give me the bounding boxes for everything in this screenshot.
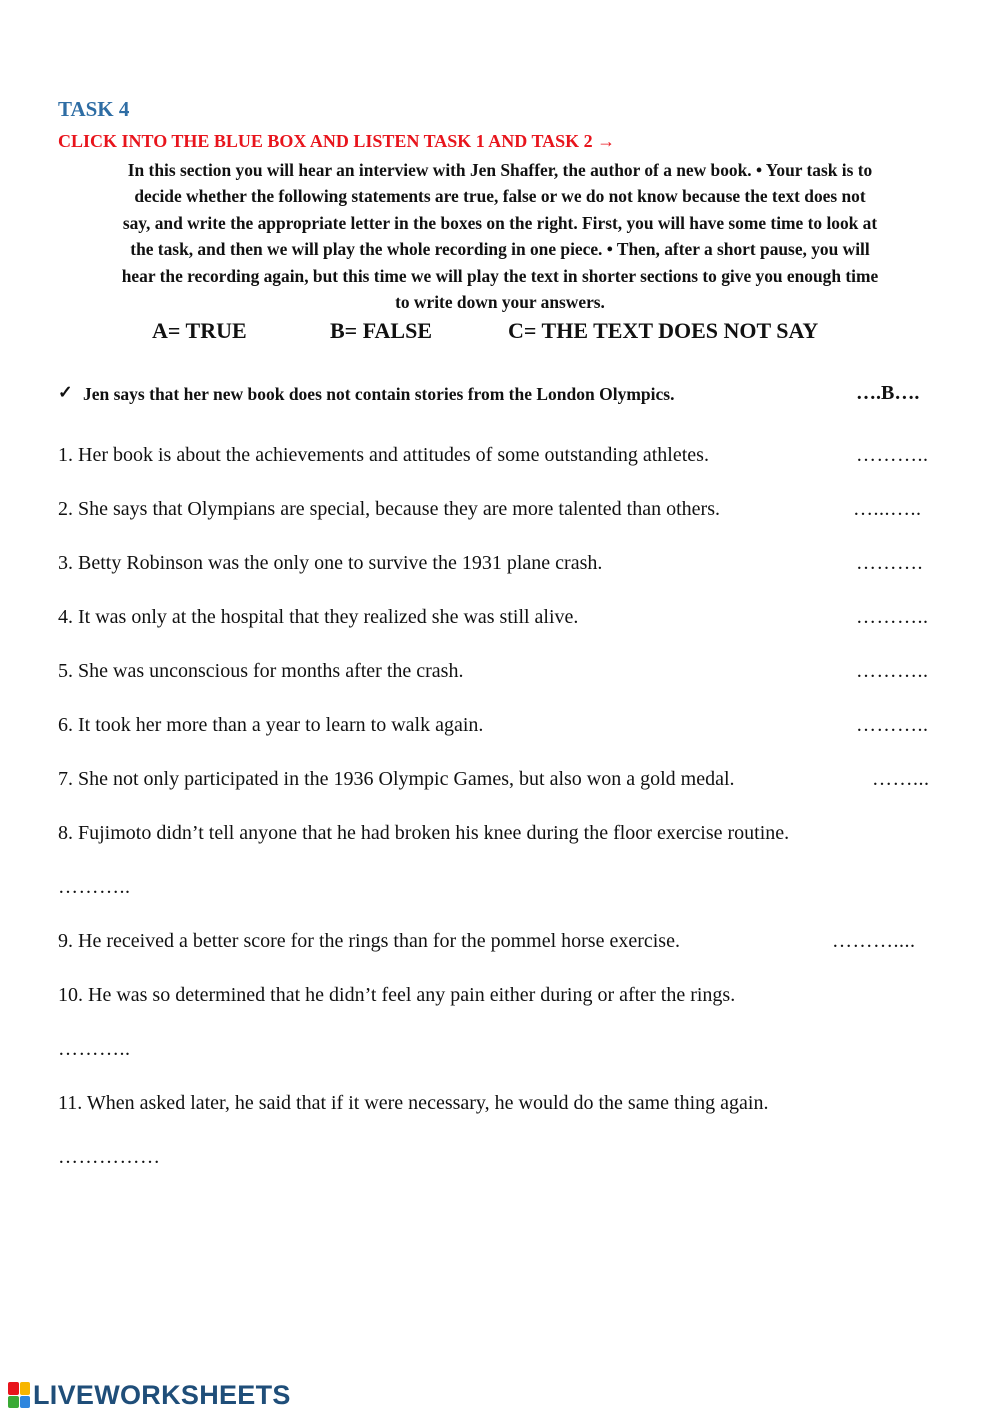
question-6: 6. It took her more than a year to learn to walk again. bbox=[58, 714, 484, 736]
intro-line: say, and write the appropriate letter in the boxes on the right. First, you will have some time to look at bbox=[122, 212, 878, 233]
intro-line: the task, and then we will play the whole recording in one piece. • Then, after a short pause, you will bbox=[130, 239, 870, 260]
question-11: 11. When asked later, he said that if it were necessary, he would do the same thing again. bbox=[58, 1092, 769, 1114]
answer-box-8[interactable]: ……….. bbox=[58, 876, 131, 898]
answer-box-10[interactable]: ……….. bbox=[58, 1038, 131, 1060]
answer-box-3[interactable]: ………. bbox=[856, 552, 923, 574]
logo-text: LIVEWORKSHEETS bbox=[33, 1379, 291, 1410]
question-8: 8. Fujimoto didn’t tell anyone that he had broken his knee during the floor exercise routine. bbox=[58, 822, 790, 844]
checkmark-icon: ✓ bbox=[58, 382, 73, 402]
intro-line: decide whether the following statements are true, false or we do not know because the text does not bbox=[134, 186, 866, 207]
example-row bbox=[58, 382, 948, 408]
answer-box-2[interactable]: …...….. bbox=[853, 498, 922, 520]
question-5: 5. She was unconscious for months after the crash. bbox=[58, 660, 464, 682]
legend-true: A= TRUE bbox=[152, 318, 247, 343]
intro-line: to write down your answers. bbox=[395, 292, 605, 313]
listening-instruction: CLICK INTO THE BLUE BOX AND LISTEN TASK 1 AND TASK 2 → bbox=[58, 131, 616, 151]
question-3: 3. Betty Robinson was the only one to survive the 1931 plane crash. bbox=[58, 552, 603, 574]
answer-box-5[interactable]: ……….. bbox=[856, 660, 929, 682]
question-1: 1. Her book is about the achievements and attitudes of some outstanding athletes. bbox=[58, 444, 709, 466]
answer-box-9[interactable]: ……….... bbox=[832, 930, 916, 952]
example-statement: Jen says that her new book does not contain stories from the London Olympics. bbox=[83, 384, 675, 404]
answer-legend bbox=[150, 318, 870, 346]
answer-box-11[interactable]: …………… bbox=[58, 1146, 161, 1168]
intro-line: hear the recording again, but this time we will play the text in shorter sections to give you enough time bbox=[121, 265, 879, 286]
question-10: 10. He was so determined that he didn’t feel any pain either during or after the rings. bbox=[58, 984, 736, 1006]
task-intro bbox=[55, 157, 945, 315]
intro-line: In this section you will hear an interview with Jen Shaffer, the author of a new book. • Your task is to bbox=[127, 160, 873, 180]
legend-false: B= FALSE bbox=[330, 318, 432, 343]
answer-box-1[interactable]: ……….. bbox=[856, 444, 929, 466]
liveworksheets-logo[interactable] bbox=[8, 1380, 291, 1410]
answer-box-6[interactable]: ……….. bbox=[856, 714, 929, 736]
liveworksheets-logo-icon bbox=[8, 1382, 30, 1408]
answer-box-7[interactable]: ……... bbox=[872, 768, 930, 790]
example-answer: ….B…. bbox=[856, 382, 920, 404]
question-9: 9. He received a better score for the rings than for the pommel horse exercise. bbox=[58, 930, 680, 952]
question-7: 7. She not only participated in the 1936 Olympic Games, but also won a gold medal. bbox=[58, 768, 735, 790]
legend-not-say: C= THE TEXT DOES NOT SAY bbox=[508, 318, 819, 343]
question-4: 4. It was only at the hospital that they realized she was still alive. bbox=[58, 606, 579, 628]
task-title: TASK 4 bbox=[58, 97, 130, 121]
question-2: 2. She says that Olympians are special, because they are more talented than others. bbox=[58, 498, 720, 520]
answer-box-4[interactable]: ……….. bbox=[856, 606, 929, 628]
